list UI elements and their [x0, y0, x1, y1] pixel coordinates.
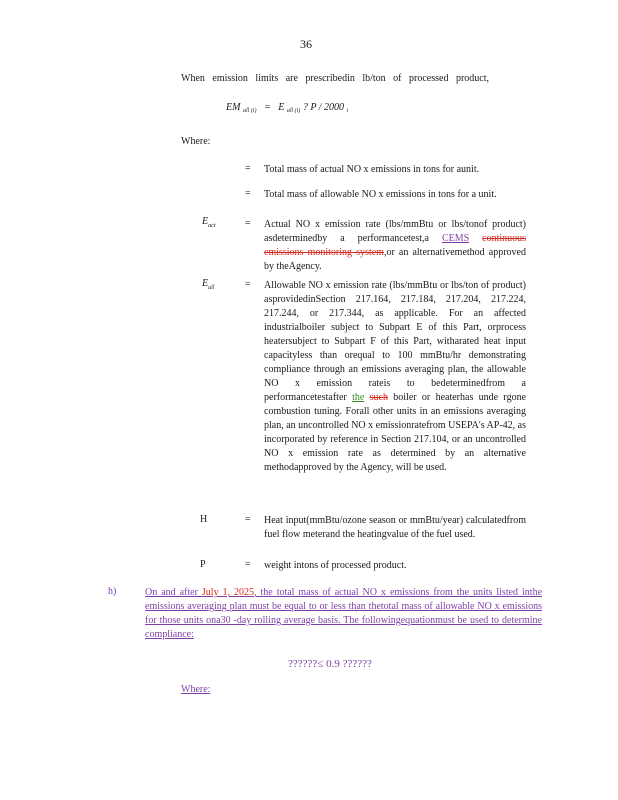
- inserted-text: CEMS: [441, 233, 470, 244]
- formula-lhs-sub: all (i): [242, 108, 257, 114]
- symbol-letter: E: [202, 278, 209, 289]
- compliance-equation: ??????≤ 0.9 ??????: [288, 658, 372, 670]
- formula-lhs: EM: [226, 102, 241, 113]
- definition-text: [264, 279, 526, 475]
- paragraph-text: , the total mass of actual NO x emissions from the units listed inthe emissions averaging plan must be equal to or less than thetotal mass of allowable NO x emissions for those units ona30 -day rolling average basis. The followingequationmust be used to determine compliance:: [145, 587, 543, 640]
- formula-rhs: E: [278, 102, 285, 113]
- paragraph-text: On and after: [145, 587, 198, 598]
- definition-text-part: Actual NO x emission rate (lbs/mmBtu or lbs/tonof product) asdeterminedby a performancetest,a: [264, 219, 526, 244]
- definition-text-part: Allowable NO x emission rate (lbs/mmBtu or lbs/ton of product) asprovidedinSection 217.164, 217.184, 217.204, 217.224, 217.244, or 217.344, as applicable. For an affected industrialboiler subject to Subpart E of this Part, orprocess heatersubject to Subpart F of this Part, witharated heat input capacityless than orequal to 100 mmBtu/hr demonstrating compliance through an emissions averaging plan, the allowable NO x emission rateis to bedeterminedfrom a performancetestafter: [264, 280, 526, 403]
- definition-equals: =: [245, 188, 251, 199]
- definition-symbol: P: [200, 559, 206, 570]
- definition-equals: =: [245, 559, 251, 570]
- definition-symbol: H: [200, 514, 208, 525]
- symbol-sub: all: [208, 285, 215, 291]
- definition-text: Total mass of allowable NO x emissions in tons for a unit.: [264, 189, 497, 200]
- formula-rest: ? P / 2000: [302, 102, 345, 113]
- paragraph-label: h): [108, 586, 117, 597]
- definition-text: weight intons of processed product.: [264, 560, 407, 571]
- emission-formula: [226, 102, 348, 114]
- where-label: Where:: [181, 136, 211, 147]
- page-number: 36: [300, 37, 312, 51]
- definition-symbol: [202, 216, 215, 229]
- paragraph-date: July 1, 2025: [201, 587, 255, 598]
- definition-text: [264, 218, 526, 274]
- formula-equals: =: [263, 102, 271, 113]
- symbol-letter: E: [202, 216, 209, 227]
- deleted-text: such: [369, 392, 388, 403]
- deleted-text: continuous emissions monitoring system: [264, 233, 527, 258]
- symbol-sub: act: [208, 223, 216, 229]
- where-label-2: Where:: [181, 684, 211, 695]
- definition-text-part: boiler or heaterhas unde rgone combustion tuning. Forall other units in an emissions averaging plan, an uncontrolled NO x emissionratefrom USEPA's AP-42, as incorporated by reference in Section 217.104, or an uncontrolled NO x emission rate as determined by an alternative methodapproved by the Agency, will be used.: [264, 392, 527, 473]
- formula-p-sub: i: [346, 108, 349, 114]
- formula-rhs-sub: all (i): [286, 108, 301, 114]
- paragraph-h: [145, 586, 542, 642]
- definition-equals: =: [245, 514, 251, 525]
- definition-equals: =: [245, 279, 251, 290]
- definition-text: Total mass of actual NO x emissions in tons for aunit.: [264, 164, 480, 175]
- definition-symbol: [202, 278, 214, 291]
- inserted-text: the: [352, 392, 365, 403]
- definition-text-part: ,or an alternativemethod approved by theAgency.: [264, 247, 526, 272]
- definition-equals: =: [245, 218, 251, 229]
- intro-sentence: When emission limits are prescribedin lb/ton of processed product,: [181, 73, 489, 84]
- definition-equals: =: [245, 163, 251, 174]
- definition-text: Heat input(mmBtu/ozone season or mmBtu/year) calculatedfrom fuel flow meterand the heatingvalue of the fuel used.: [264, 515, 526, 540]
